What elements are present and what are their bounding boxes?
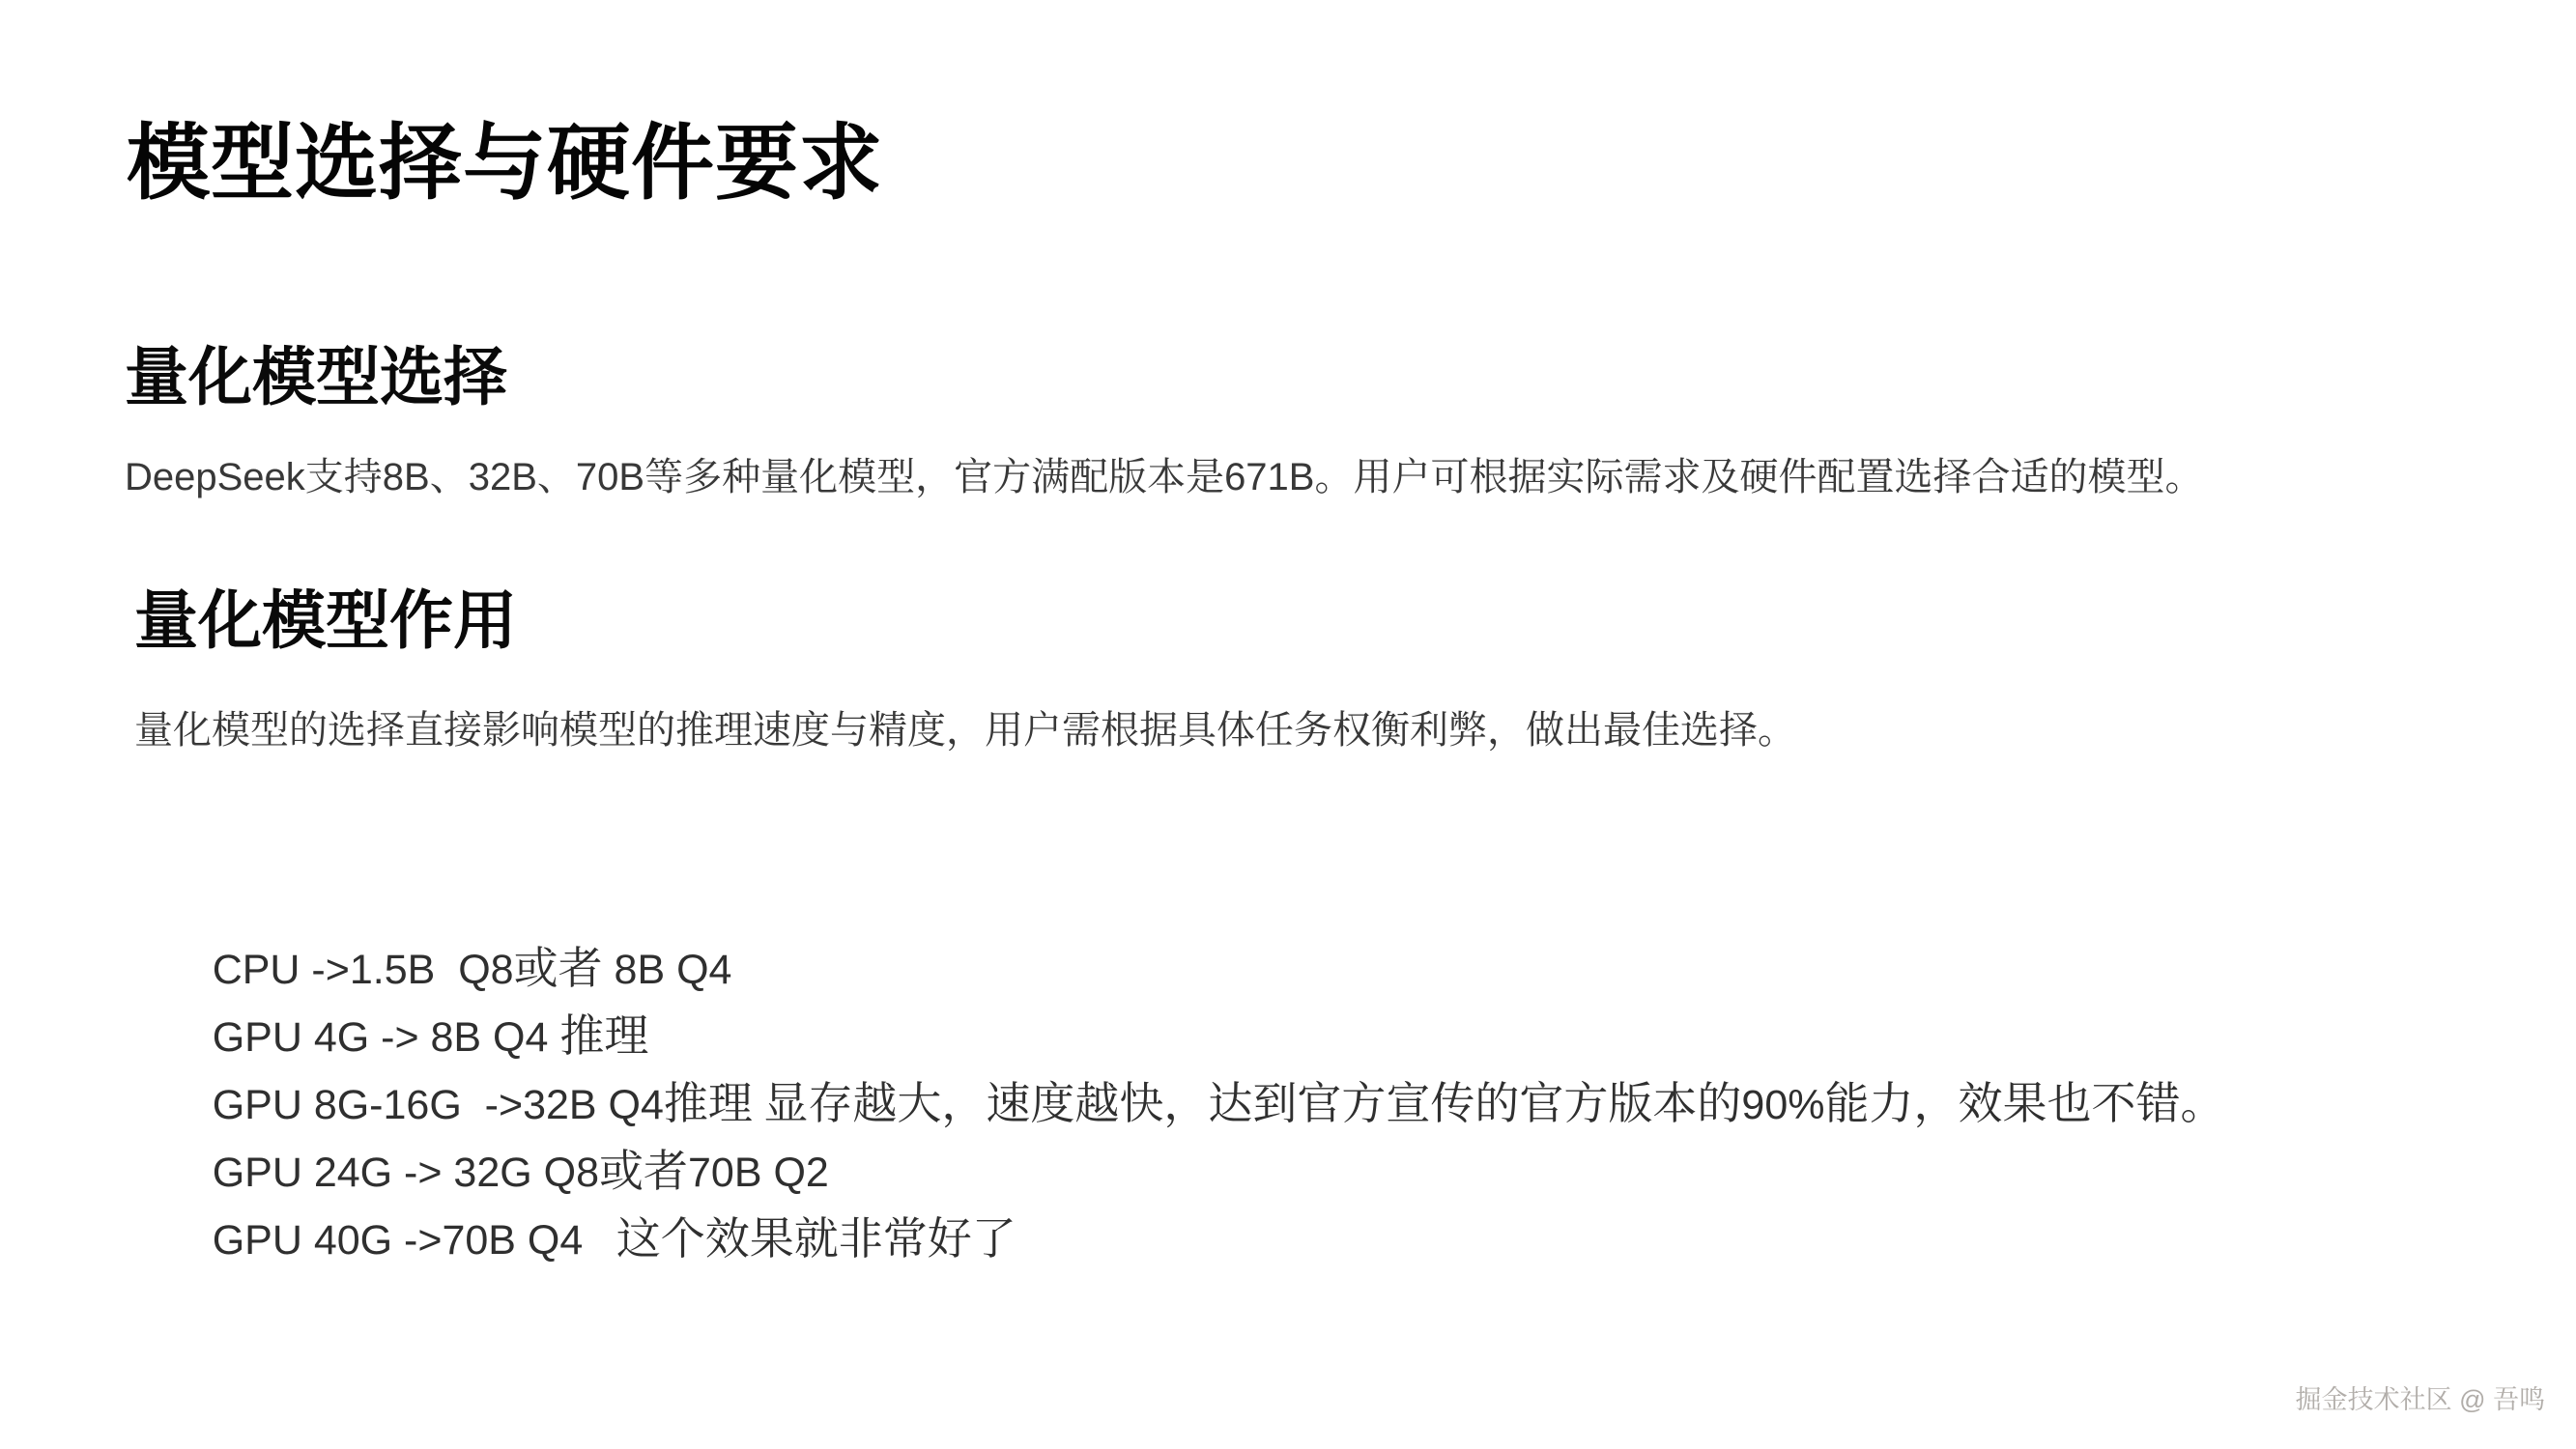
hw-line-cpu-seg-1: 或者 <box>513 944 603 993</box>
hw-line-gpu-24g-seg-1: 或者 <box>599 1147 688 1196</box>
hw-line-gpu-24g-seg-0: GPU 24G -> 32G Q8 <box>212 1150 599 1196</box>
hw-line-cpu-seg-2: 8B Q4 <box>602 947 732 993</box>
hw-line-cpu <box>143 867 2225 993</box>
hw-line-gpu-8g-16g-seg-2: 90% <box>1741 1082 1825 1128</box>
hardware-recommendation-list <box>143 867 2225 1264</box>
section-heading-model-effect: 量化模型作用 <box>134 584 517 656</box>
section-heading-model-selection: 量化模型选择 <box>125 341 507 412</box>
watermark: 掘金技术社区 @ 吾鸣 <box>2295 1385 2545 1414</box>
page-title: 模型选择与硬件要求 <box>127 117 883 210</box>
section-body-model-effect: 量化模型的选择直接影响模型的推理速度与精度，用户需根据具体任务权衡利弊，做出最佳选择。 <box>134 709 1796 752</box>
hw-line-gpu-4g-seg-1: 推理 <box>559 1011 649 1061</box>
hw-line-gpu-40g-seg-0: GPU 40G ->70B Q4 <box>212 1217 584 1264</box>
hw-line-cpu-seg-0: CPU ->1.5B Q8 <box>212 947 514 993</box>
hw-line-gpu-40g-seg-1: 这个效果就非常好了 <box>583 1214 1016 1264</box>
hw-line-gpu-8g-16g-seg-0: GPU 8G-16G ->32B Q4 <box>212 1082 664 1128</box>
hw-line-gpu-8g-16g-seg-3: 能力，效果也不错。 <box>1824 1079 2225 1128</box>
section-body-model-selection: DeepSeek支持8B、32B、70B等多种量化模型，官方满配版本是671B。用户可根据实际需求及硬件配置选择合适的模型。 <box>125 456 2204 498</box>
hw-line-gpu-24g-seg-2: 70B Q2 <box>688 1150 829 1196</box>
hw-line-gpu-8g-16g-seg-1: 推理 显存越大，速度越快，达到官方宣传的官方版本的 <box>663 1079 1742 1128</box>
hw-line-gpu-4g-seg-0: GPU 4G -> 8B Q4 <box>212 1014 560 1061</box>
